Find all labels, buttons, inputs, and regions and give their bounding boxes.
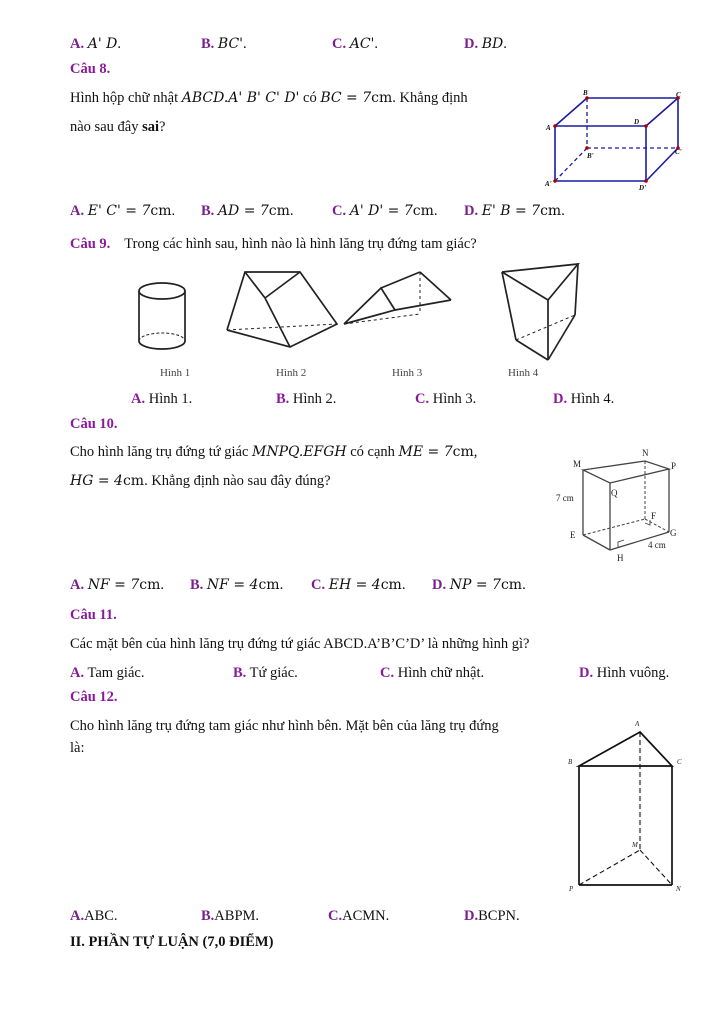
text: ? bbox=[159, 119, 166, 135]
unit: cm bbox=[150, 203, 172, 219]
text: nào sau đây bbox=[70, 119, 143, 135]
option-value: ACMN. bbox=[342, 908, 390, 924]
vertex-label: F bbox=[651, 511, 657, 521]
option-value: NF = 4 bbox=[206, 577, 259, 593]
q8-title: Câu 8. bbox=[70, 61, 111, 77]
unit: cm bbox=[452, 444, 474, 460]
option-label: D. bbox=[464, 203, 479, 219]
text: Cho hình lăng trụ đứng tứ giác bbox=[70, 444, 253, 460]
vertex-label: C bbox=[676, 91, 681, 99]
option-value: AD = 7 bbox=[217, 203, 269, 219]
vertex-label: N bbox=[676, 885, 681, 893]
option-value: NF = 7 bbox=[87, 577, 140, 593]
q10-text-line1 bbox=[70, 444, 477, 461]
option-value: BD bbox=[481, 36, 504, 52]
q12-option-b bbox=[201, 908, 259, 925]
figure-caption: Hình 2 bbox=[276, 367, 307, 379]
q9-option-a bbox=[131, 391, 192, 408]
q7-option-b: B. BC'. bbox=[201, 36, 247, 52]
vertex-label: B bbox=[568, 758, 573, 766]
option-value: ABC. bbox=[84, 908, 118, 924]
option-value: Hình 4. bbox=[570, 391, 615, 407]
option-value: EH = 4 bbox=[328, 577, 381, 593]
q9-figures bbox=[120, 258, 600, 383]
option-label: B. bbox=[233, 665, 247, 681]
cylinder-figure bbox=[139, 283, 185, 349]
option-value: A' D bbox=[87, 36, 118, 52]
option-label: A. bbox=[131, 391, 146, 407]
vertex-label: N bbox=[642, 448, 649, 458]
q8-box-figure bbox=[540, 88, 690, 193]
q10-option-d: D. NP = 7cm. bbox=[432, 577, 526, 593]
length-label: 7 cm bbox=[556, 493, 574, 503]
q8-option-b: B. AD = 7cm. bbox=[201, 203, 294, 219]
unit: cm bbox=[258, 577, 280, 593]
text: có cạnh bbox=[346, 444, 399, 460]
option-label: C. bbox=[380, 665, 395, 681]
vertex-label: P bbox=[569, 885, 574, 893]
option-value: AC' bbox=[349, 36, 375, 52]
option-value: Hình 1. bbox=[148, 391, 193, 407]
vertex-label: M bbox=[573, 459, 582, 469]
vertex-label: B bbox=[583, 89, 588, 97]
option-label: A. bbox=[70, 665, 85, 681]
unit: cm bbox=[268, 203, 290, 219]
unit: cm bbox=[122, 473, 145, 489]
q10-prism-figure bbox=[553, 447, 688, 564]
q9-text bbox=[70, 236, 477, 253]
option-value: Hình vuông. bbox=[596, 665, 670, 681]
option-value: BCPN. bbox=[478, 908, 520, 924]
q7-option-a: A. A' D. bbox=[70, 36, 121, 52]
q8-text-line2 bbox=[70, 119, 165, 136]
q12-option-d bbox=[464, 908, 520, 925]
upright-prism-figure bbox=[502, 264, 578, 360]
option-label: C. bbox=[332, 36, 347, 52]
q12-title: Câu 12. bbox=[70, 689, 118, 705]
vertex-label: C' bbox=[675, 148, 682, 156]
q9-option-c bbox=[415, 391, 476, 408]
vertex-label: A bbox=[546, 124, 551, 132]
option-label: A. bbox=[70, 577, 85, 593]
math: BC = 7 bbox=[320, 90, 372, 106]
unit: cm bbox=[139, 577, 161, 593]
option-label: B. bbox=[276, 391, 290, 407]
q11-title: Câu 11. bbox=[70, 607, 117, 623]
q8-text-line1 bbox=[70, 90, 468, 107]
vertex-label: D bbox=[634, 118, 640, 126]
q11-text: Các mặt bên của hình lăng trụ đứng tứ giác ABCD.A’B’C’D’ là những hình gì? bbox=[70, 636, 530, 652]
q12-option-a bbox=[70, 908, 118, 925]
q12-prism-figure bbox=[562, 715, 692, 897]
q8-option-d: D. E' B = 7cm. bbox=[464, 203, 565, 219]
q9-option-b bbox=[276, 391, 336, 408]
option-value: Hình chữ nhật. bbox=[397, 665, 485, 681]
math: ABCD.A' B' C' D' bbox=[181, 90, 300, 106]
length-label: 4 cm bbox=[648, 540, 666, 550]
option-label: B. bbox=[190, 577, 204, 593]
q11-option-d bbox=[579, 665, 669, 682]
q7-option-d: D. BD. bbox=[464, 36, 507, 52]
math: ME = 7 bbox=[398, 444, 453, 460]
figure-caption: Hình 3 bbox=[392, 367, 423, 379]
figure-caption: Hình 1 bbox=[160, 367, 191, 379]
option-label: D. bbox=[579, 665, 594, 681]
option-value: E' C' = 7 bbox=[87, 203, 151, 219]
q9-title: Câu 9. bbox=[70, 236, 111, 252]
vertex-label: B' bbox=[587, 152, 594, 160]
option-label: D. bbox=[464, 36, 479, 52]
q11-option-a bbox=[70, 665, 144, 682]
trapezoid-prism-figure bbox=[227, 272, 337, 347]
option-label: B. bbox=[201, 36, 215, 52]
emphasis: sai bbox=[142, 119, 159, 135]
option-value: Hình 2. bbox=[292, 391, 337, 407]
option-label: B. bbox=[201, 203, 215, 219]
q11-option-c bbox=[380, 665, 484, 682]
q10-title: Câu 10. bbox=[70, 416, 118, 432]
option-value: NP = 7 bbox=[449, 577, 501, 593]
option-value: A' D' = 7 bbox=[349, 203, 413, 219]
option-label: C. bbox=[328, 908, 343, 924]
option-label: A. bbox=[70, 36, 85, 52]
text: Trong các hình sau, hình nào là hình lăng trụ đứng tam giác? bbox=[124, 236, 477, 252]
unit: cm bbox=[500, 577, 523, 593]
q10-option-b: B. NF = 4cm. bbox=[190, 577, 284, 593]
q12-text-line1: Cho hình lăng trụ đứng tam giác như hình bên. Mặt bên của lăng trụ đứng bbox=[70, 718, 499, 734]
q8-option-c: C. A' D' = 7cm. bbox=[332, 203, 438, 219]
option-label: D. bbox=[464, 908, 479, 924]
option-label: C. bbox=[311, 577, 326, 593]
unit: cm bbox=[412, 203, 434, 219]
q8-option-a: A. E' C' = 7cm. bbox=[70, 203, 176, 219]
option-label: A. bbox=[70, 203, 85, 219]
q7-option-c: C. AC'. bbox=[332, 36, 379, 52]
q10-option-c: C. EH = 4cm. bbox=[311, 577, 406, 593]
option-label: C. bbox=[332, 203, 347, 219]
option-value: Tứ giác. bbox=[249, 665, 298, 681]
triangular-prism-figure bbox=[344, 272, 451, 324]
figure-caption: Hình 4 bbox=[508, 367, 539, 379]
vertex-label: H bbox=[617, 553, 624, 563]
q9-option-d bbox=[553, 391, 614, 408]
section-heading: II. PHẦN TỰ LUẬN (7,0 ĐIỂM) bbox=[70, 934, 274, 950]
option-value: E' B = 7 bbox=[481, 203, 541, 219]
option-label: A. bbox=[70, 908, 85, 924]
vertex-label: A bbox=[635, 720, 640, 728]
option-value: ABPM. bbox=[214, 908, 260, 924]
option-label: D. bbox=[432, 577, 447, 593]
math: MNPQ.EFGH bbox=[252, 444, 347, 460]
unit: cm bbox=[371, 90, 393, 106]
unit: cm bbox=[540, 203, 562, 219]
text: Hình hộp chữ nhật bbox=[70, 90, 182, 106]
vertex-label: M bbox=[632, 841, 638, 849]
option-value: BC' bbox=[217, 36, 244, 52]
option-value: Hình 3. bbox=[432, 391, 477, 407]
option-label: D. bbox=[553, 391, 568, 407]
vertex-label: Q bbox=[611, 488, 618, 498]
q12-text-line2: là: bbox=[70, 740, 85, 756]
vertex-label: D' bbox=[639, 184, 646, 192]
q11-option-b bbox=[233, 665, 298, 682]
vertex-label: E bbox=[570, 530, 576, 540]
option-value: Tam giác. bbox=[87, 665, 145, 681]
q10-option-a: A. NF = 7cm. bbox=[70, 577, 164, 593]
vertex-label: A' bbox=[545, 180, 552, 188]
text: , bbox=[473, 444, 478, 460]
text: . Khẳng định nào sau đây đúng? bbox=[144, 473, 331, 489]
q12-option-c bbox=[328, 908, 389, 925]
vertex-label: C bbox=[677, 758, 682, 766]
unit: cm bbox=[380, 577, 402, 593]
vertex-label: G bbox=[670, 528, 677, 538]
math: HG = 4 bbox=[70, 473, 123, 489]
text: . Khẳng định bbox=[392, 90, 468, 106]
q10-text-line2 bbox=[70, 473, 331, 490]
text: có bbox=[299, 90, 321, 106]
option-label: C. bbox=[415, 391, 430, 407]
option-label: B. bbox=[201, 908, 215, 924]
vertex-label: P bbox=[671, 461, 677, 471]
